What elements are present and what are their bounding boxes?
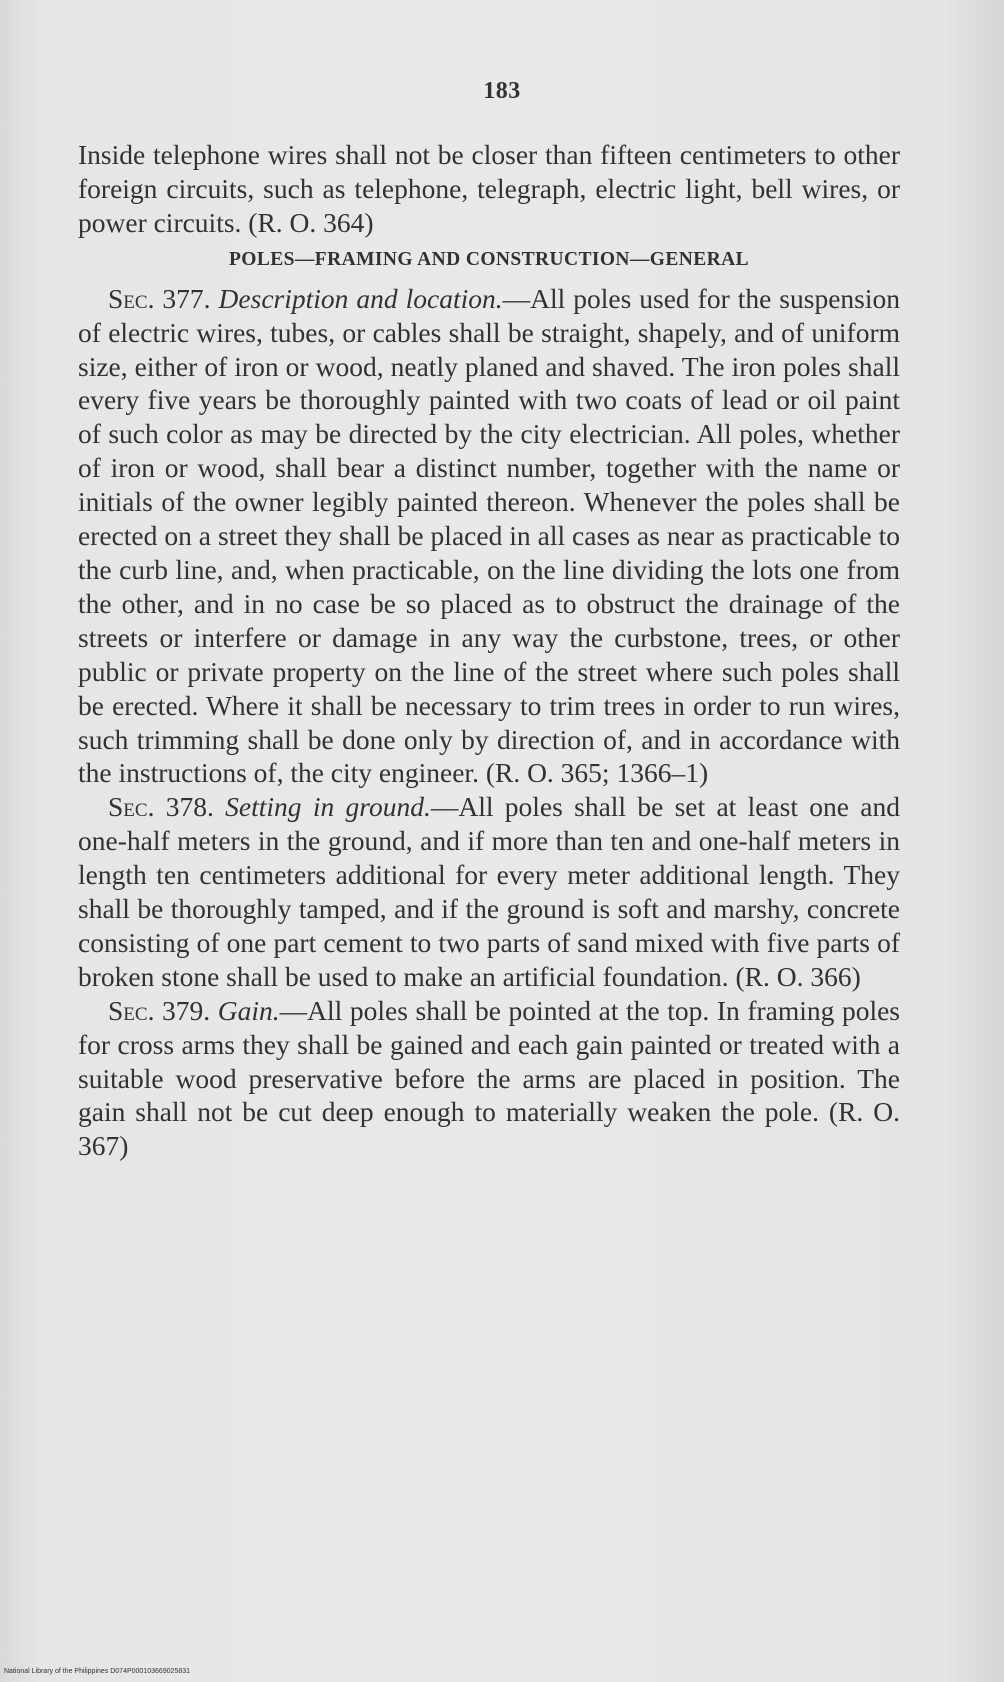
section-378-label: Sec. 378. (108, 791, 214, 823)
section-379-paragraph (78, 994, 900, 1164)
section-378-title: Setting in ground. (225, 791, 431, 823)
section-379-text: —All poles shall be pointed at the top. In framing poles for cross arms they shall be gained and each gain painted or treated with a suitable wood preservative before the arms are placed in position. The gain shall not be cut deep enough to materially weaken the pole. (R. O. 367) (78, 994, 901, 1162)
section-378-text: —All poles shall be set at least one and one-half meters in the ground, and if more than ten and one-half meters in length ten centimeters additional for every meter additional length. They shall be thoroughly tamped, and if the ground is soft and marshy, concrete consisting of one part cement to two parts of sand mixed with five parts of broken stone shall be used to make an artificial foundation. (R. O. 366) (78, 791, 900, 992)
section-377-paragraph (78, 282, 900, 791)
body-text (78, 138, 900, 1163)
section-378-paragraph (78, 790, 900, 993)
section-377-title: Description and location. (218, 282, 503, 314)
section-379-label: Sec. 379. (108, 994, 211, 1026)
section-377-text: —All poles used for the suspension of electric wires, tubes, or cables shall be straight, shapely, and of uniform size, either of iron or wood, neatly planed and shaved. The iron poles shall every five years be thoroughly painted with two coats of lead or oil paint of such color as may be directed by the city electrician. All poles, whether of iron or wood, shall bear a distinct number, together with the name or initials of the owner legibly painted thereon. Whenever the poles shall be erected on a street they shall be placed in all cases as near as practicable to the curb line, and, when practicable, on the line dividing the lots one from the other, and in no case be so placed as to obstruct the drainage of the streets or interfere or damage in any way the curbstone, trees, or other public or private property on the line of the street where such poles shall be erected. Where it shall be necessary to trim trees in order to run wires, such trimming shall be done only by direction of, and in accordance with the instructions of, the city engineer. (R. O. 365; 1366–1) (78, 282, 900, 789)
section-377-label: Sec. 377. (108, 282, 211, 314)
section-379-title: Gain. (217, 994, 280, 1026)
scan-footer: National Library of the Philippines D074P000103669025831 (4, 1668, 191, 1675)
section-heading: POLES—FRAMING AND CONSTRUCTION—GENERAL (228, 248, 750, 270)
page-number: 183 (483, 78, 521, 104)
intro-paragraph: Inside telephone wires shall not be closer than fifteen centimeters to other foreign circuits, such as telephone, telegraph, electric light, bell wires, or power circuits. (R. O. 364) (78, 139, 900, 238)
